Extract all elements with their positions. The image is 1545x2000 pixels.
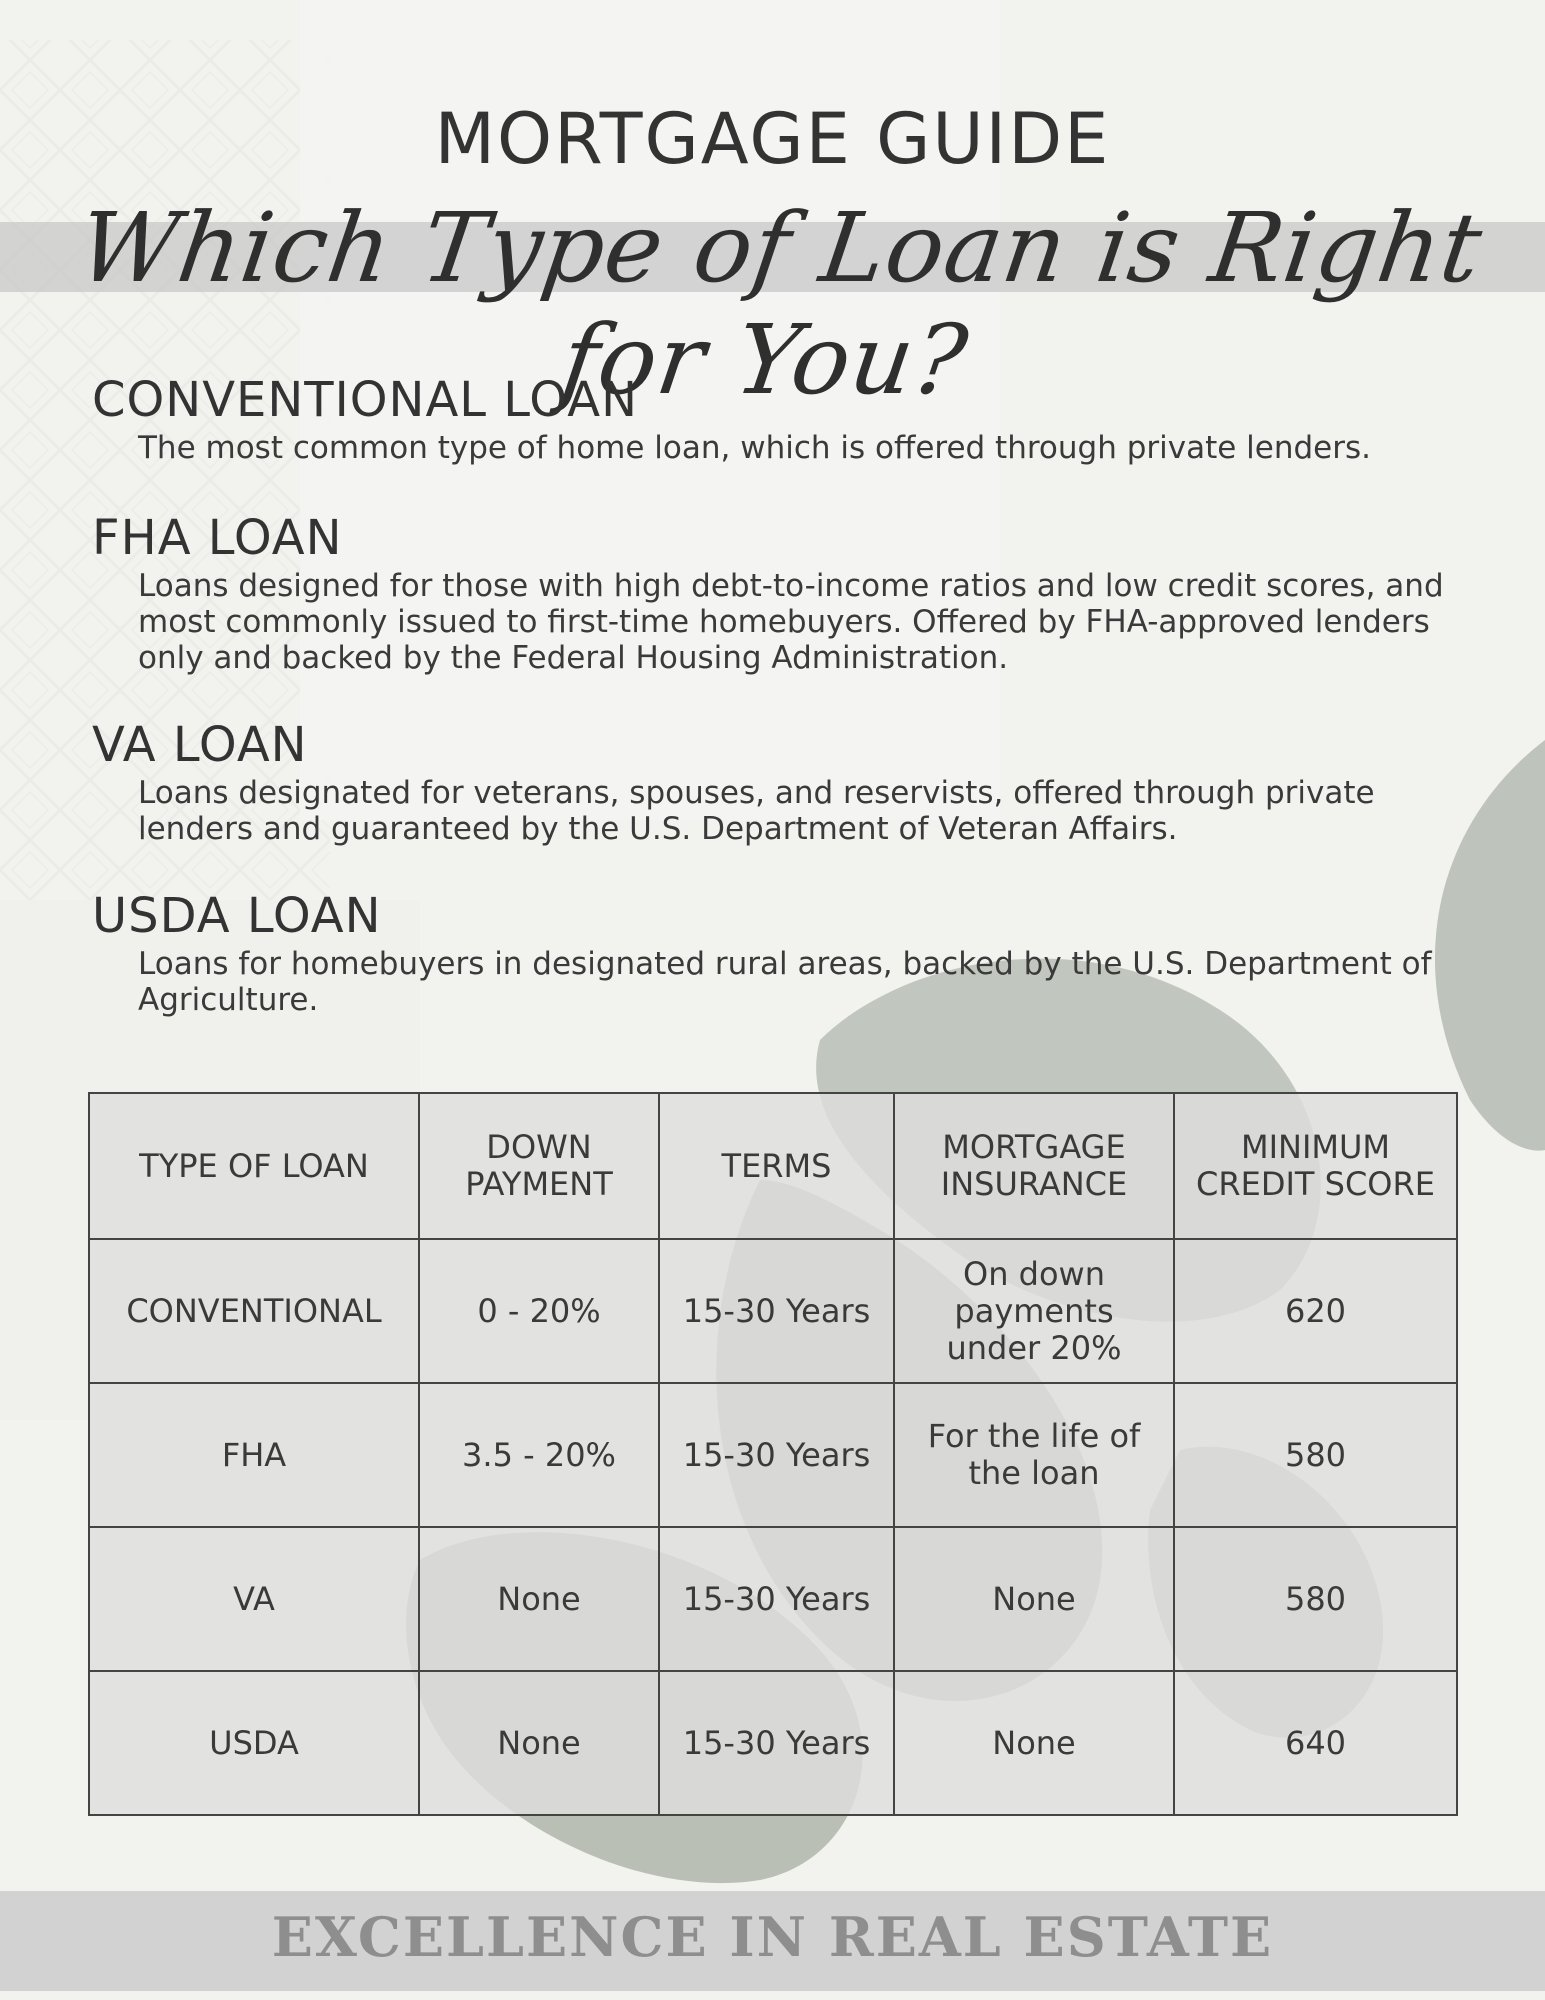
- cell-credit-score: 640: [1174, 1671, 1457, 1815]
- cell-down-payment: 0 - 20%: [419, 1239, 659, 1383]
- header-minimum-credit-score: MINIMUM CREDIT SCORE: [1174, 1093, 1457, 1239]
- loan-comparison-table: [88, 1092, 1458, 1816]
- table-row: [89, 1671, 1457, 1815]
- cell-terms: 15-30 Years: [659, 1671, 894, 1815]
- table-row: [89, 1239, 1457, 1383]
- header-down-payment: DOWN PAYMENT: [419, 1093, 659, 1239]
- cell-insurance: None: [894, 1671, 1174, 1815]
- loan-heading: USDA LOAN: [92, 888, 382, 944]
- cell-terms: 15-30 Years: [659, 1239, 894, 1383]
- cell-down-payment: 3.5 - 20%: [419, 1383, 659, 1527]
- loan-heading: VA LOAN: [92, 717, 308, 773]
- cell-insurance: For the life of the loan: [894, 1383, 1174, 1527]
- cell-insurance: On down payments under 20%: [894, 1239, 1174, 1383]
- loan-section-va: [92, 717, 1472, 847]
- cell-credit-score: 620: [1174, 1239, 1457, 1383]
- footer-tagline: EXCELLENCE IN REAL ESTATE: [271, 1905, 1274, 1969]
- cell-credit-score: 580: [1174, 1383, 1457, 1527]
- header-type-of-loan: TYPE OF LOAN: [89, 1093, 419, 1239]
- cell-terms: 15-30 Years: [659, 1527, 894, 1671]
- loan-section-conventional: [92, 372, 1472, 466]
- table-header-row: [89, 1093, 1457, 1239]
- loan-description: Loans designated for veterans, spouses, and reservists, offered through private lenders and guaranteed by the U.S. Department of Veteran Affairs.: [138, 775, 1375, 847]
- header-mortgage-insurance: MORTGAGE INSURANCE: [894, 1093, 1174, 1239]
- loan-heading: CONVENTIONAL LOAN: [92, 372, 638, 428]
- cell-insurance: None: [894, 1527, 1174, 1671]
- cell-type: FHA: [89, 1383, 419, 1527]
- cell-down-payment: None: [419, 1527, 659, 1671]
- loan-description: The most common type of home loan, which is offered through private lenders.: [138, 430, 1372, 466]
- cell-type: VA: [89, 1527, 419, 1671]
- page-subtitle: Which Type of Loan is Right for You?: [71, 192, 1490, 416]
- cell-type: USDA: [89, 1671, 419, 1815]
- loan-section-usda: [92, 888, 1472, 1018]
- loan-section-fha: [92, 510, 1472, 676]
- cell-credit-score: 580: [1174, 1527, 1457, 1671]
- loan-description: Loans for homebuyers in designated rural areas, backed by the U.S. Department of Agriculture.: [138, 946, 1432, 1018]
- header-terms: TERMS: [659, 1093, 894, 1239]
- loan-description: Loans designed for those with high debt-to-income ratios and low credit scores, and most commonly issued to first-time homebuyers. Offered by FHA-approved lenders only and backed by the Federal Housing Administration.: [138, 568, 1444, 676]
- cell-terms: 15-30 Years: [659, 1383, 894, 1527]
- table-row: [89, 1527, 1457, 1671]
- page-title: MORTGAGE GUIDE: [434, 98, 1111, 180]
- cell-type: CONVENTIONAL: [89, 1239, 419, 1383]
- cell-down-payment: None: [419, 1671, 659, 1815]
- table-row: [89, 1383, 1457, 1527]
- loan-heading: FHA LOAN: [92, 510, 343, 566]
